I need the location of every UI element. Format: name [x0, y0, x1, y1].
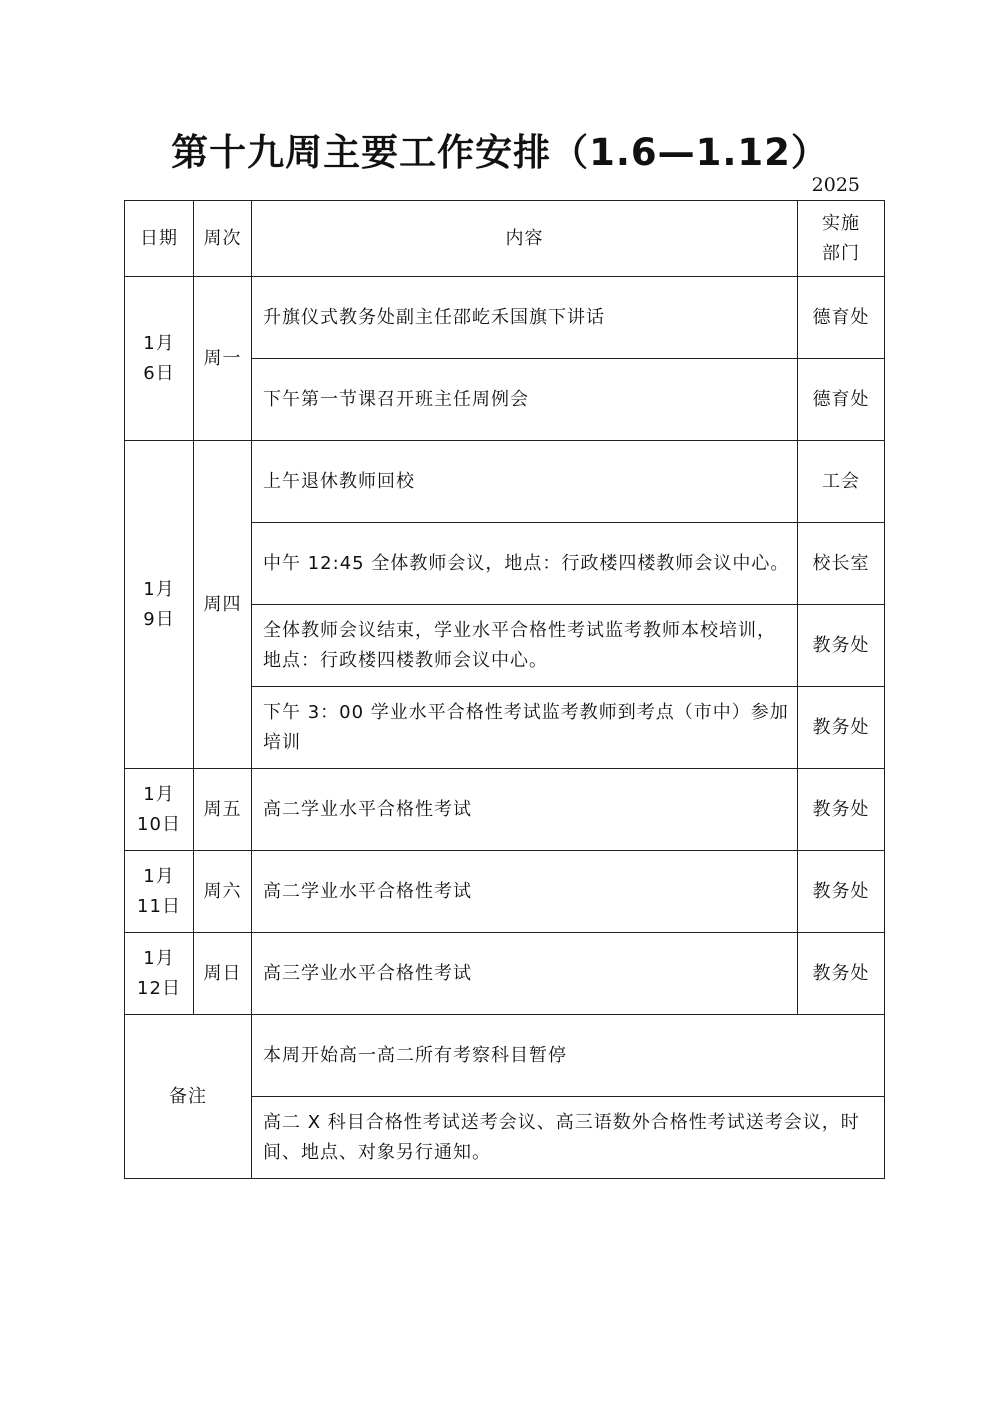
header-date: 日期: [125, 201, 194, 277]
header-dept-line1: 实施: [822, 212, 860, 234]
header-content: 内容: [252, 201, 798, 277]
weekday-cell: 周一: [194, 277, 252, 441]
content-cell: 上午退休教师回校: [252, 441, 798, 523]
header-row: [125, 201, 885, 277]
content-cell: 升旗仪式教务处副主任邵屹禾国旗下讲话: [252, 277, 798, 359]
weekday-cell: 周五: [194, 769, 252, 851]
table-row: [125, 933, 885, 1015]
dept-cell: 教务处: [798, 605, 885, 687]
remarks-label: 备注: [125, 1015, 252, 1179]
content-cell: 全体教师会议结束，学业水平合格性考试监考教师本校培训，地点：行政楼四楼教师会议中心。: [252, 605, 798, 687]
content-cell: 高三学业水平合格性考试: [252, 933, 798, 1015]
table-row: [125, 441, 885, 523]
remarks-item: 高二 X 科目合格性考试送考会议、高三语数外合格性考试送考会议，时间、地点、对象另行通知。: [252, 1097, 885, 1179]
table-row: [125, 277, 885, 359]
date-cell: 1月 11日: [125, 851, 194, 933]
content-cell: 下午第一节课召开班主任周例会: [252, 359, 798, 441]
weekday-cell: 周六: [194, 851, 252, 933]
header-week: 周次: [194, 201, 252, 277]
dept-cell: 校长室: [798, 523, 885, 605]
schedule-table: [124, 200, 885, 1179]
date-cell: 1月 9日: [125, 441, 194, 769]
remarks-item: 本周开始高一高二所有考察科目暂停: [252, 1015, 885, 1097]
header-dept-line2: 部门: [822, 242, 860, 264]
dept-cell: 教务处: [798, 687, 885, 769]
content-cell: 下午 3：00 学业水平合格性考试监考教师到考点（市中）参加培训: [252, 687, 798, 769]
table-row: [125, 851, 885, 933]
content-cell: 高二学业水平合格性考试: [252, 851, 798, 933]
dept-cell: 教务处: [798, 933, 885, 1015]
dept-cell: 教务处: [798, 851, 885, 933]
dept-cell: 德育处: [798, 277, 885, 359]
table-row: [125, 769, 885, 851]
dept-cell: 德育处: [798, 359, 885, 441]
content-cell: 高二学业水平合格性考试: [252, 769, 798, 851]
page-title: 第十九周主要工作安排（1.6—1.12）: [171, 131, 829, 174]
content-cell: 中午 12:45 全体教师会议，地点：行政楼四楼教师会议中心。: [252, 523, 798, 605]
dept-cell: 教务处: [798, 769, 885, 851]
weekday-cell: 周四: [194, 441, 252, 769]
year-label: 2025: [811, 174, 860, 196]
date-cell: 1月 6日: [125, 277, 194, 441]
date-cell: 1月 10日: [125, 769, 194, 851]
dept-cell: 工会: [798, 441, 885, 523]
remarks-row: [125, 1015, 885, 1097]
weekday-cell: 周日: [194, 933, 252, 1015]
header-dept: [798, 201, 885, 277]
date-cell: 1月 12日: [125, 933, 194, 1015]
